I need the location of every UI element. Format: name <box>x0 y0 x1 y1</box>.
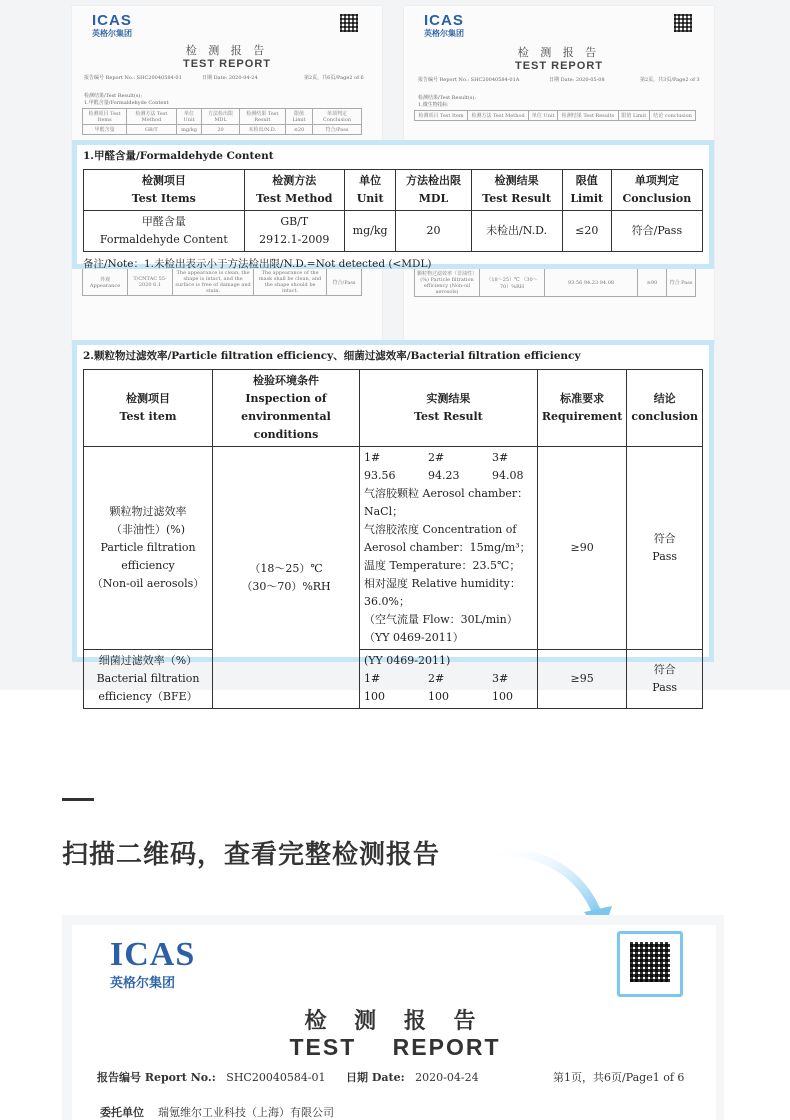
mini-cell: 结论 conclusion <box>650 111 696 121</box>
cell-limit: ≤20 <box>562 211 611 252</box>
mini-cell: 93.56 94.23 94.08 <box>545 269 638 297</box>
mini-cell: 单位 Unit <box>176 109 202 125</box>
report-title <box>152 42 302 70</box>
filtration-section-title: 2.颗粒物过滤效率/Particle filtration efficiency、细菌过滤效率/Bacterial filtration efficiency <box>83 350 581 362</box>
mini-cell: 颗粒物过滤效率（非油性）(%) Particle filtration efficiency (Non-oil aerosols) <box>415 269 480 297</box>
report-date: 日期 Date: 2020-04-24 <box>202 75 258 81</box>
table-row <box>84 447 703 650</box>
filtration-callout <box>72 340 714 703</box>
qr-code-icon <box>340 14 358 32</box>
header-test-item: 检测项目 Test item <box>84 370 213 447</box>
mini-cell: mg/kg <box>176 125 202 135</box>
table-header-row <box>84 370 703 447</box>
icas-logo <box>424 12 464 39</box>
mini-cell: T/CNTAC 55-2020 6.1 <box>128 269 173 296</box>
header-test-method: 检测方法 Test Method <box>244 170 344 211</box>
cell-conclusion: 符合/Pass <box>611 211 702 252</box>
mini-cell: 符合/Pass <box>327 269 362 296</box>
header-test-result: 检测结果 Test Result <box>471 170 562 211</box>
cell-pfe-result: 1# 2# 3# 93.56 94.23 94.08 气溶胶颗粒 Aerosol chamber：NaCl； 气溶胶浓度 Concentration of Aerosol chamber：15mg/m³； 温度 Temperature：23.5℃； 相对湿度 Relative humidity：36.0%； （空气流量 Flow：30L/min） （YY 0469-2011） <box>360 447 538 650</box>
report-number: 报告编号 Report No.: SHC20040584-01 <box>84 75 182 81</box>
cell-result: 未检出/N.D. <box>471 211 562 252</box>
report-title-cn: 检 测 报 告 <box>304 1008 486 1034</box>
cell-conditions: （18～25）℃ （30～70）%RH <box>213 447 360 709</box>
scan-qr-heading: 扫描二维码，查看完整检测报告 <box>62 840 441 870</box>
cell-mdl: 20 <box>396 211 471 252</box>
header-test-result: 实测结果 Test Result <box>360 370 538 447</box>
table-row <box>84 650 703 709</box>
table-row <box>84 211 703 252</box>
mini-cell: 甲醛含量 <box>83 125 127 135</box>
header-unit: 单位 Unit <box>344 170 396 211</box>
section-label: 1.甲醛含量/Formaldehyde Content <box>84 100 169 106</box>
header-conclusion: 单项判定 Conclusion <box>611 170 702 211</box>
table-header-row <box>84 170 703 211</box>
title-cn: 检 测 报 告 <box>517 46 601 59</box>
logo-text: ICAS <box>110 936 196 973</box>
mini-cell: 单位 Unit <box>529 111 558 121</box>
mini-cell: 方法检出限 MDL <box>202 109 239 125</box>
mini-appearance-table <box>82 268 362 296</box>
mini-cell: 外观 Appearance <box>83 269 128 296</box>
report-page: 第2页，共3页/Page2 of 3 <box>640 77 700 83</box>
report-date: 日期 Date: 2020-05-08 <box>549 77 605 83</box>
title-en: TEST REPORT <box>182 58 271 70</box>
header-mdl: 方法检出限 MDL <box>396 170 471 211</box>
mini-cell: 检测项目 Test Item <box>415 111 468 121</box>
mini-cell: 检测方法 Test Method <box>467 111 528 121</box>
mini-cell: 检测结果 Test Results <box>558 111 618 121</box>
cell-pfe-item: 颗粒物过滤效率 （非油性）(%) Particle filtration efficiency （Non-oil aerosols） <box>84 447 213 650</box>
logo-text: ICAS <box>424 12 464 29</box>
mini-cell: 20 <box>202 125 239 135</box>
mini-cell: GB/T <box>127 125 176 135</box>
logo-subtext: 英格尔集团 <box>110 976 176 991</box>
mini-cell: 符合/Pass <box>312 125 361 135</box>
logo-subtext: 英格尔集团 <box>424 29 464 38</box>
results-label: 检测结果/Test Result(s): <box>418 95 477 101</box>
header-conditions: 检验环境条件 Inspection of environmental conditions <box>213 370 360 447</box>
mini-cell: 检测项目 Test Items <box>83 109 127 125</box>
title-en: TEST REPORT <box>514 60 603 72</box>
mini-cell: The appearance is clean, the shape is intact, and the surface is free of damage and stain. <box>173 269 254 296</box>
mini-results-table <box>414 110 696 121</box>
results-label: 检测结果/Test Result(s): <box>84 93 143 99</box>
mini-cell: ≥90 <box>638 269 667 297</box>
mini-cell: The appearance of the mask shall be clean, and the shape should be intact. <box>254 269 327 296</box>
mini-cell: 检测方法 Test Method <box>127 109 176 125</box>
report-page: 第2页，共6页/Page2 of 6 <box>304 75 364 81</box>
cell-bfe-conclusion: 符合 Pass <box>627 650 703 709</box>
section-label: 1.微生物指标 <box>418 102 448 108</box>
mini-cell: ≤20 <box>286 125 313 135</box>
mini-cell: （18～25）℃ （30～70）%RH <box>480 269 545 297</box>
cell-method: GB/T 2912.1-2009 <box>244 211 344 252</box>
cell-bfe-item: 细菌过滤效率（%） Bacterial filtration efficiency（BFE） <box>84 650 213 709</box>
cell-unit: mg/kg <box>344 211 396 252</box>
mini-cell: 未检出/N.D. <box>239 125 285 135</box>
cell-bfe-requirement: ≥95 <box>537 650 627 709</box>
report-number: 报告编号 Report No.: SHC20040584-01A <box>418 77 520 83</box>
header-conclusion: 结论 conclusion <box>627 370 703 447</box>
formaldehyde-callout <box>72 140 714 269</box>
filtration-table <box>83 369 703 709</box>
cell-pfe-conclusion: 符合 Pass <box>627 447 703 650</box>
cell-pfe-requirement: ≥90 <box>537 447 627 650</box>
qr-code-icon <box>674 14 692 32</box>
report-title-en: TEST REPORT <box>289 1034 501 1060</box>
formaldehyde-table <box>83 169 703 252</box>
section-divider <box>62 798 94 801</box>
header-test-items: 检测项目 Test Items <box>84 170 245 211</box>
report-title <box>484 44 634 72</box>
header-limit: 限值 Limit <box>562 170 611 211</box>
qr-code-icon <box>630 942 670 982</box>
report-page: 第1页，共6页/Page1 of 6 <box>553 1071 685 1084</box>
cell-bfe-result: (YY 0469-2011) 1# 2# 3# 100 100 100 <box>360 650 538 709</box>
report-number: 报告编号 Report No.: SHC20040584-01 <box>97 1071 326 1084</box>
icas-logo <box>92 12 132 39</box>
mini-cell: 符合 Pass <box>667 269 696 297</box>
title-cn: 检 测 报 告 <box>185 44 269 57</box>
header-requirement: 标准要求 Requirement <box>537 370 627 447</box>
mini-results-table <box>82 108 362 135</box>
mini-cell: 检测结果 Test Result <box>239 109 285 125</box>
formaldehyde-note: 备注/Note：1.未检出表示小于方法检出限/N.D.=Not detected (<MDL) <box>83 258 432 270</box>
mini-cell: 单项判定 Conclusion <box>312 109 361 125</box>
mini-filtration-table <box>414 268 696 297</box>
mini-cell: 限值 Limit <box>618 111 649 121</box>
icas-logo <box>110 938 195 991</box>
qr-code[interactable] <box>617 931 683 997</box>
cell-item: 甲醛含量 Formaldehyde Content <box>84 211 245 252</box>
report-date: 日期 Date: 2020-04-24 <box>346 1071 479 1084</box>
formaldehyde-section-title: 1.甲醛含量/Formaldehyde Content <box>83 150 274 162</box>
logo-subtext: 英格尔集团 <box>92 29 132 38</box>
logo-text: ICAS <box>92 12 132 29</box>
mini-cell: 限值 Limit <box>286 109 313 125</box>
client: 委托单位 瑞氪维尔工业科技（上海）有限公司 <box>100 1106 334 1119</box>
